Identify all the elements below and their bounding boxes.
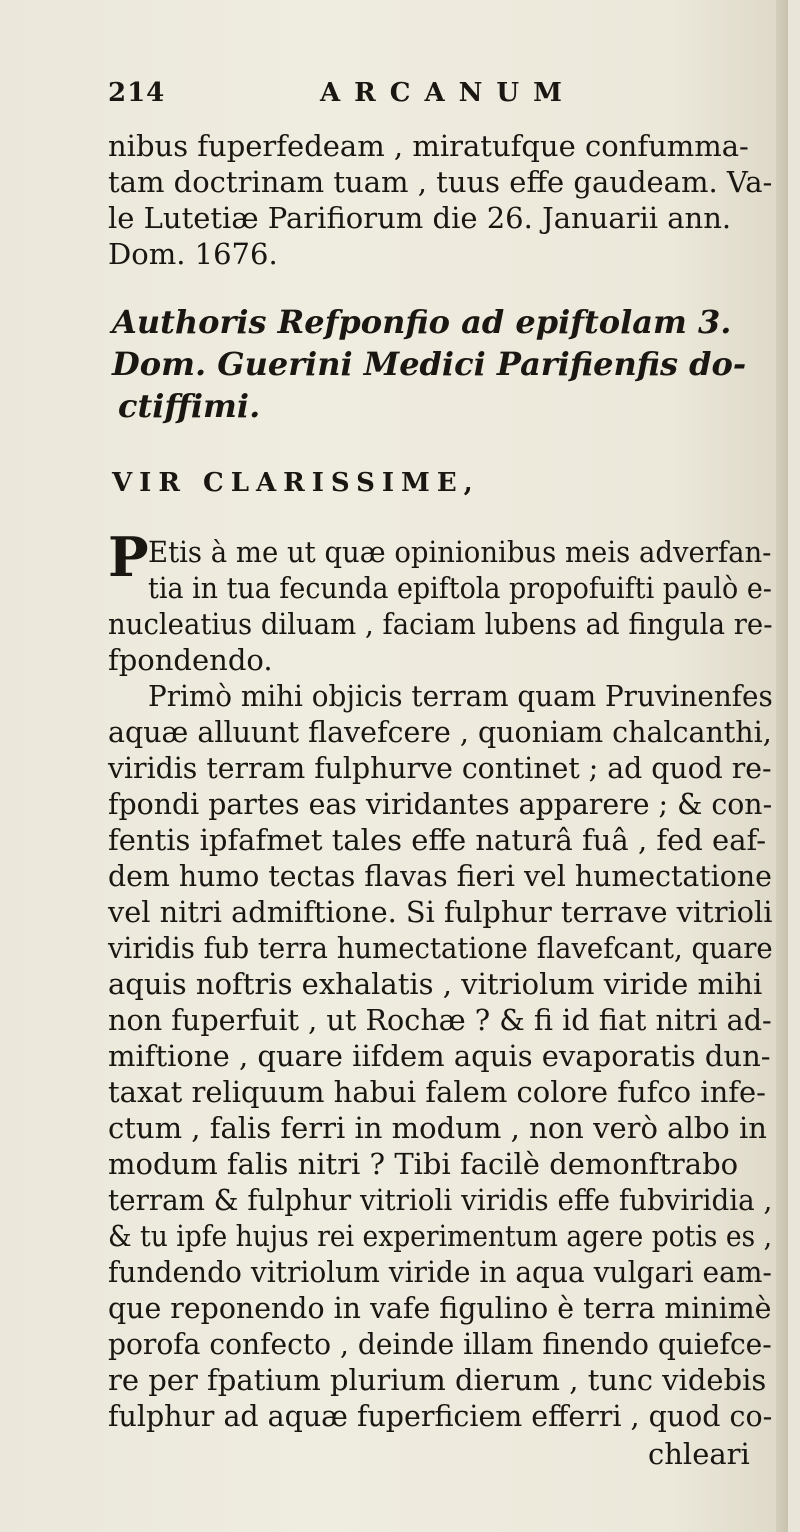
text-line: tia in tua fecunda epiftola propofuifti paulò e- [148, 571, 772, 605]
text-line: fundendo vitriolum viride in aqua vulgari eam- [108, 1255, 772, 1289]
text-line: nucleatius diluam , faciam lubens ad fingula re- [108, 607, 773, 641]
heading-line: ctiffimi. [118, 387, 261, 425]
text-line: viridis fub terra humectatione flavefcant, quare [108, 931, 773, 965]
text-line: Etis à me ut quæ opinionibus meis adverfan- [148, 535, 772, 569]
text-line: modum falis nitri ? Tibi facilè demonftrabo [108, 1147, 739, 1181]
text-line: aquæ alluunt flavefcere , quoniam chalcanthi, [108, 715, 772, 749]
text-line: nibus fuperfedeam , miratufque confumma- [108, 129, 749, 163]
text-line: & tu ipfe hujus rei experimentum agere potis es , [108, 1219, 773, 1253]
text-line: tam doctrinam tuam , tuus effe gaudeam. Va- [108, 165, 773, 199]
text-line: miftione , quare iifdem aquis evaporatis dun- [108, 1039, 771, 1073]
heading-line: Dom. Guerini Medici Parifienfis do- [112, 345, 747, 383]
text-line: que reponendo in vafe figulino è terra minimè [108, 1291, 772, 1325]
catchword: chleari [648, 1437, 750, 1471]
text-line: ctum , falis ferri in modum , non verò albo in [108, 1111, 767, 1145]
salutation: VIR CLARISSIME, [112, 468, 480, 498]
text-line: fpondi partes eas viridantes apparere ; & con- [108, 787, 773, 821]
text-line: taxat reliquum habui falem colore fufco infe- [108, 1075, 766, 1109]
text-line: viridis terram fulphurve continet ; ad quod re- [108, 751, 772, 785]
page-header [108, 78, 708, 118]
text-line: dem humo tectas flavas fieri vel humectatione [108, 859, 772, 893]
page-edge [776, 0, 788, 1532]
text-line: re per fpatium plurium dierum , tunc videbis [108, 1363, 767, 1397]
text-line: porofa confecto , deinde illam finendo quiefce- [108, 1327, 772, 1361]
text-line: fulphur ad aquæ fuperficiem efferri , quod co- [108, 1399, 773, 1433]
text-line: fpondendo. [108, 643, 273, 677]
running-head: ARCANUM [320, 78, 576, 108]
text-line: Primò mihi objicis terram quam Pruvinenfes [148, 679, 773, 713]
text-line: fentis ipfafmet tales effe naturâ fuâ , fed eaf- [108, 823, 767, 857]
page-number: 214 [108, 78, 166, 108]
drop-cap: P [108, 525, 149, 589]
text-line: le Lutetiæ Parifiorum die 26. Januarii ann. [108, 201, 732, 235]
text-line: non fuperfuit , ut Rochæ ? & fi id fiat nitri ad- [108, 1003, 772, 1037]
text-line: vel nitri admiftione. Si fulphur terrave vitrioli [108, 895, 773, 929]
text-line: terram & fulphur vitrioli viridis effe fubviridia , [108, 1183, 773, 1217]
text-line: aquis noftris exhalatis , vitriolum viride mihi [108, 967, 763, 1001]
text-line: Dom. 1676. [108, 237, 278, 271]
heading-line: Authoris Refponfio ad epiftolam 3. [112, 303, 732, 341]
